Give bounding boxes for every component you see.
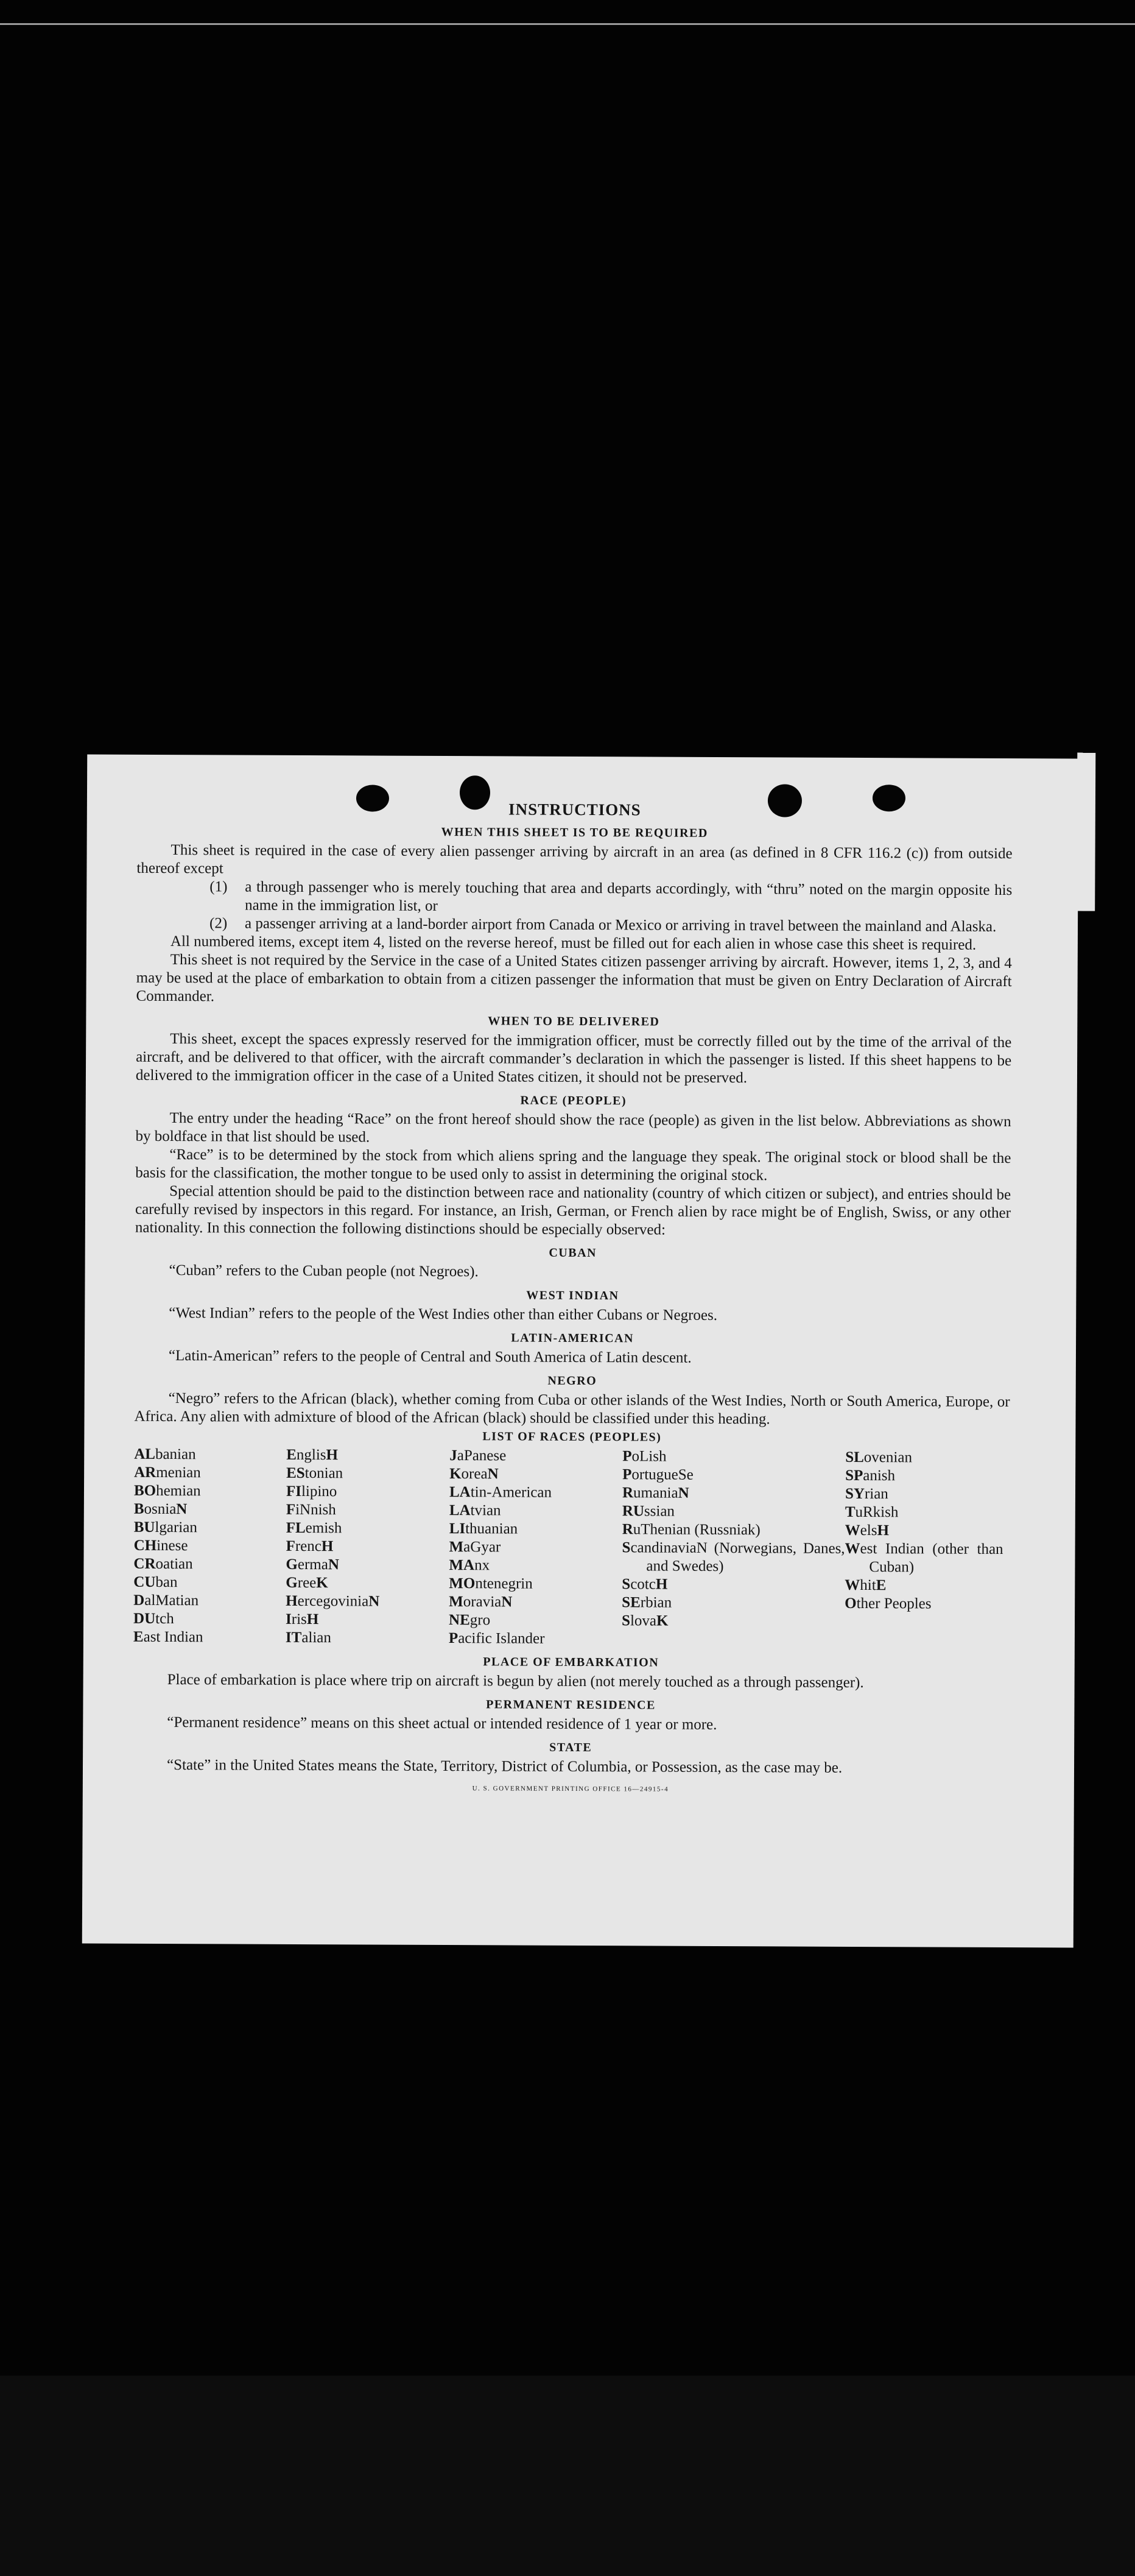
paragraph: “West Indian” refers to the people of the West Indies other than either Cubans or Negroes. (169, 1305, 718, 1324)
race-entry: PoLish (622, 1448, 667, 1465)
race-entry: ITalian (285, 1629, 332, 1646)
race-entry: EStonian (286, 1464, 343, 1482)
race-entry: JaPanese (449, 1447, 507, 1464)
paragraph: The entry under the heading “Race” on the front hereof should show the race (people) as given in the list below. Abbreviations as shown by boldface in that list should be used. (135, 1110, 1011, 1146)
paragraph: “Latin-American” refers to the people of Central and South America of Latin descent. (168, 1347, 692, 1366)
section-heading: WEST INDIAN (526, 1288, 619, 1303)
sheet-tab (1077, 753, 1095, 911)
race-entry: BosniaN (133, 1500, 188, 1518)
race-entry: LAtin-American (449, 1484, 552, 1501)
section-heading: LATIN-AMERICAN (511, 1331, 634, 1346)
paragraph: This sheet, except the spaces expressly reserved for the immigration officer, must be correctly filled out by the time of the arrival of the aircraft, and be delivered to that officer, with the aircraft commander’s declaration in which the passenger is listed. If this sheet happens to be delivered to the immigration officer in the case of a United States citizen, it should not be preserved. (135, 1031, 1012, 1087)
race-entry: BUlgarian (133, 1519, 197, 1536)
race-column (286, 1446, 449, 1648)
instruction-sheet (82, 754, 1079, 1947)
section-heading: CUBAN (549, 1246, 597, 1260)
race-list (133, 1445, 1010, 1650)
race-entry: SErbian (622, 1594, 672, 1611)
race-entry: GreeK (286, 1574, 328, 1592)
race-entry: CUban (133, 1573, 178, 1591)
race-entry: KoreaN (449, 1466, 499, 1483)
paragraph: “Cuban” refers to the Cuban people (not Negroes). (169, 1262, 479, 1280)
punch-hole (873, 785, 905, 811)
race-entry: IrisH (286, 1611, 319, 1628)
race-entry: FIlipino (286, 1483, 337, 1500)
paragraph: This sheet is not required by the Service in the case of a United States citizen passenger arriving by aircraft. However, items 1, 2, 3, and 4 may be used at the place of embarkation to obtain from a citizen passenger the information that must be given on Entry Declaration of Aircraft Commander. (136, 951, 1012, 1005)
film-edge-line (0, 23, 1135, 25)
race-entry: FrencH (286, 1537, 334, 1555)
section-heading: WHEN TO BE DELIVERED (488, 1014, 660, 1029)
race-entry: GermaN (286, 1556, 340, 1573)
race-entry: SlovaK (622, 1612, 669, 1629)
punch-hole (356, 785, 389, 811)
race-entry: Pacific Islander (448, 1630, 545, 1647)
race-entry: WhitE (845, 1576, 887, 1594)
race-entry: SLovenian (845, 1449, 913, 1466)
race-entry: TuRkish (845, 1503, 899, 1521)
paragraph: “Permanent residence” means on this sheet actual or intended residence of 1 year or more. (167, 1714, 717, 1733)
document-body (133, 799, 1013, 1800)
printing-office-footer: U. S. GOVERNMENT PRINTING OFFICE 16—24915-4 (472, 1785, 669, 1793)
race-entry: ScotcH (622, 1576, 668, 1593)
race-entry: SYrian (845, 1485, 888, 1503)
race-entry: MoraviaN (449, 1593, 513, 1611)
race-entry: MaGyar (449, 1539, 501, 1556)
punch-hole (460, 775, 490, 810)
section-heading: WHEN THIS SHEET IS TO BE REQUIRED (441, 825, 708, 840)
race-entry: DalMatian (133, 1592, 199, 1609)
section-heading: PLACE OF EMBARKATION (483, 1655, 659, 1670)
race-entry: FLemish (286, 1519, 342, 1537)
race-entry: MOntenegrin (449, 1575, 533, 1592)
race-entry: RumaniaN (622, 1484, 689, 1501)
section-heading: PERMANENT RESIDENCE (486, 1698, 656, 1712)
race-entry: LAtvian (449, 1502, 501, 1519)
race-entry: ScandinaviaN (Norwegians, Danes, and Swedes) (622, 1539, 845, 1575)
race-column (133, 1445, 286, 1647)
race-entry: EnglisH (286, 1446, 339, 1464)
race-entry: ARmenian (134, 1464, 201, 1481)
race-entry: ALbanian (134, 1445, 196, 1463)
race-column (622, 1447, 845, 1650)
race-column (449, 1447, 622, 1648)
race-entry: Other Peoples (845, 1595, 932, 1612)
paragraph: “State” in the United States means the State, Territory, District of Columbia, or Possession, as the case may be. (166, 1757, 843, 1776)
race-entry: PortugueSe (622, 1466, 694, 1483)
race-entry: RuThenian (Russniak) (622, 1521, 761, 1539)
item-number: (2) (209, 915, 228, 932)
section-heading: RACE (PEOPLE) (520, 1093, 627, 1108)
races-heading: LIST OF RACES (PEOPLES) (482, 1430, 662, 1444)
paragraph: “Race” is to be determined by the stock from which aliens spring and the language they speak. The original stock or blood shall be the basis for the classification, the mother tongue to be used only to assist in determining the original stock. (135, 1146, 1011, 1184)
race-entry: NEgro (449, 1612, 491, 1629)
race-entry: CHinese (133, 1537, 188, 1554)
document-title: INSTRUCTIONS (508, 800, 641, 819)
race-entry: East Indian (133, 1628, 203, 1646)
race-entry: MAnx (449, 1557, 490, 1574)
race-entry: RUssian (622, 1503, 675, 1520)
paragraph: Special attention should be paid to the distinction between race and nationality (country of which citizen or subject), and entries should be carefully revised by inspectors in this regard. For instance, an Irish, German, or French alien by race might be of English, Swiss, or any other nationality. In this connection the following distinctions should be especially observed: (135, 1183, 1011, 1238)
item-text: a through passenger who is merely touching that area and departs accordingly, with “thru” noted on the margin opposite his name in the immigration list, or (245, 878, 1013, 914)
exception-list (209, 878, 1012, 936)
item-number: (1) (209, 878, 228, 895)
paragraph: All numbered items, except item 4, listed on the reverse hereof, must be filled out for each alien in whose case this sheet is required. (170, 933, 977, 953)
paragraph: “Negro” refers to the African (black), whether coming from Cuba or other islands of the West Indies, North or South America, Europe, or Africa. Any alien with admixture of blood of the African (black) should be classified under this heading. (134, 1390, 1010, 1428)
item-text: a passenger arriving at a land-border airport from Canada or Mexico or arriving in travel between the mainland and Alaska. (244, 915, 997, 935)
race-entry: DUtch (133, 1610, 174, 1628)
film-bottom-edge (0, 2376, 1135, 2576)
paragraph: This sheet is required in the case of every alien passenger arriving by aircraft in an area (as defined in 8 CFR 116.2 (c)) from outside thereof except (136, 842, 1013, 877)
race-entry: CRoatian (133, 1555, 193, 1573)
race-entry: SPanish (845, 1467, 896, 1484)
race-entry: BOhemian (133, 1482, 201, 1500)
punch-hole (768, 784, 802, 817)
race-entry: WelsH (845, 1522, 890, 1539)
race-entry: West Indian (other than Cuban) (845, 1540, 1003, 1576)
race-column (845, 1449, 1003, 1650)
list-item (209, 878, 1012, 918)
paragraph: Place of embarkation is place where trip on aircraft is begun by alien (not merely touched as a through passenger). (167, 1671, 864, 1692)
race-entry: FiNnish (286, 1501, 336, 1519)
section-heading: NEGRO (547, 1374, 597, 1388)
section-heading: STATE (549, 1740, 592, 1755)
race-entry: LIthuanian (449, 1520, 518, 1537)
race-entry: HercegoviniaN (286, 1592, 380, 1610)
